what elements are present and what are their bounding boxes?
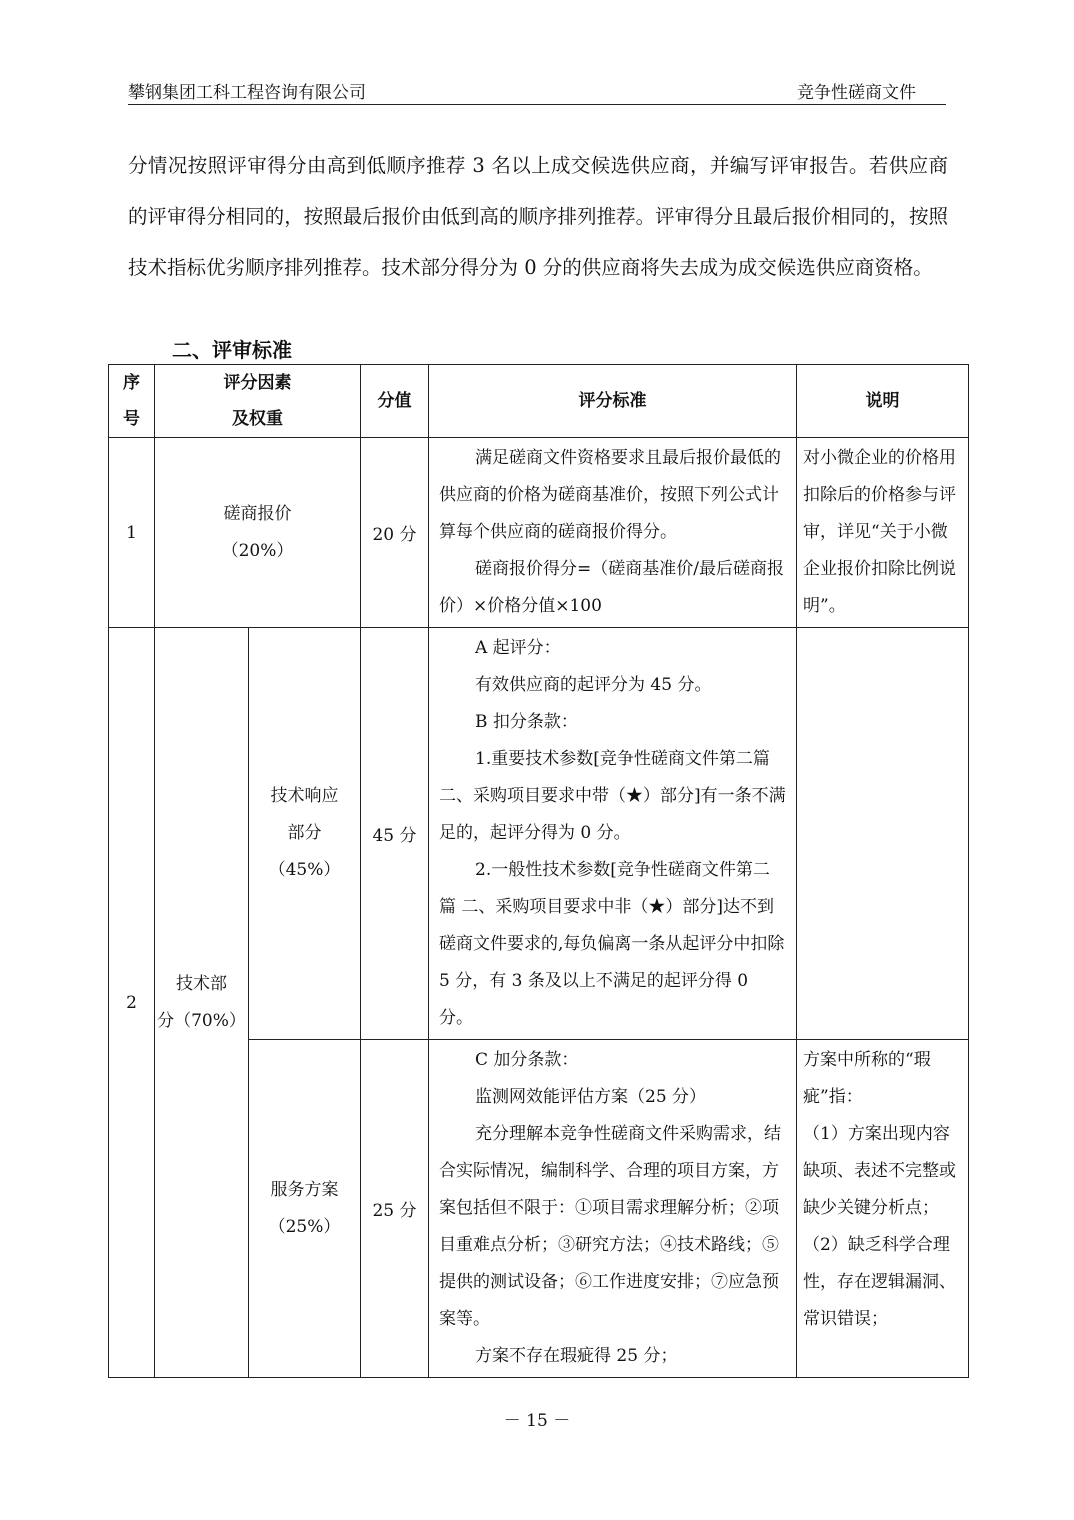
sub2-weight: （25%） (268, 1216, 341, 1237)
intro-paragraph: 分情况按照评审得分由高到低顺序推荐 3 名以上成交候选供应商，并编写评审报告。若供应商的评审得分相同的，按照最后报价由低到高的顺序排列推荐。评审得分且最后报价相同的，按照技术指标优劣顺序排列推荐。技术部分得分为 0 分的供应商将失去成为成交候选供应商资格。 (128, 154, 948, 279)
section-title: 二、评审标准 (172, 338, 292, 362)
row2-seq: 2 (109, 628, 155, 1378)
sub1-weight: （45%） (268, 860, 341, 880)
header-standard: 评分标准 (429, 365, 797, 438)
sub2-note (797, 1040, 969, 1378)
sub2-note-line: 方案中所称的“瑕疵”指： (803, 1050, 931, 1107)
sub1-name-line2: 部分 (287, 823, 322, 843)
row1-seq: 1 (109, 438, 155, 628)
sub2-note-line: （1）方案出现内容缺项、表述不完整或缺少关键分析点； (803, 1124, 956, 1218)
sub1-score: 45 分 (361, 628, 429, 1040)
row2-factor-line1: 技术部 (176, 973, 227, 994)
sub1-line: 2.一般性技术参数[竞争性磋商文件第二篇 二、采购项目要求中非（★）部分]达不到磋商文件要求的,每负偏离一条从起评分中扣除 5 分，有 3 条及以上不满足的起评分得 0 分。 (439, 860, 785, 1028)
sub2-name (249, 1040, 361, 1378)
header-seq (109, 365, 155, 438)
sub2-score: 25 分 (361, 1040, 429, 1378)
page-number: － 15 － (503, 1411, 571, 1431)
table-row-tech-response (109, 628, 969, 1040)
row1-note: 对小微企业的价格用扣除后的价格参与评审，详见“关于小微企业报价扣除比例说明”。 (797, 438, 969, 628)
sub2-line: 方案不存在瑕疵得 25 分； (475, 1346, 678, 1366)
scoring-table (108, 364, 969, 1378)
row1-factor (155, 438, 361, 628)
row1-standard-formula: 磋商报价得分=（磋商基准价/最后磋商报价）×价格分值×100 (439, 559, 784, 616)
row2-factor (155, 628, 249, 1378)
page-header (128, 74, 946, 105)
sub2-line: C 加分条款： (475, 1050, 579, 1070)
sub1-standard (429, 628, 797, 1040)
row1-factor-weight: （20%） (221, 540, 294, 561)
sub1-line: 1.重要技术参数[竞争性磋商文件第二篇 二、采购项目要求中带（★）部分]有一条不满足的，起评分得为 0 分。 (439, 749, 786, 843)
row1-standard (429, 438, 797, 628)
header-note: 说明 (797, 365, 969, 438)
header-seq-line1: 序 (123, 373, 140, 393)
sub1-name-line1: 技术响应 (270, 786, 339, 806)
sub1-line: B 扣分条款： (475, 712, 578, 732)
sub1-line: A 起评分： (475, 638, 561, 658)
sub2-name-text: 服务方案 (270, 1179, 339, 1200)
sub1-note (797, 628, 969, 1040)
header-factor-line1: 评分因素 (223, 373, 292, 393)
sub2-line: 监测网效能评估方案（25 分） (475, 1087, 707, 1107)
sub2-line: 充分理解本竞争性磋商文件采购需求，结合实际情况，编制科学、合理的项目方案，方案包括但不限于：①项目需求理解分析；②项目重难点分析；③研究方法；④技术路线；⑤提供的测试设备；⑥工作进度安排；⑦应急预案等。 (439, 1124, 781, 1329)
header-doc-type: 竞争性磋商文件 (797, 83, 916, 103)
row1-score: 20 分 (361, 438, 429, 628)
header-score: 分值 (361, 365, 429, 438)
table-row-price (109, 438, 969, 628)
sub2-standard (429, 1040, 797, 1378)
header-factor (155, 365, 361, 438)
row2-factor-line2: 分（70%） (157, 1010, 246, 1031)
sub2-note-line: （2）缺乏科学合理性，存在逻辑漏洞、常识错误； (803, 1235, 956, 1329)
table-header-row (109, 365, 969, 438)
sub1-name (249, 628, 361, 1040)
row1-standard-text1: 满足磋商文件资格要求且最后报价最低的供应商的价格为磋商基准价，按照下列公式计算每个供应商的磋商报价得分。 (439, 448, 781, 542)
header-company: 攀钢集团工科工程咨询有限公司 (128, 83, 366, 103)
sub1-line: 有效供应商的起评分为 45 分。 (475, 675, 712, 695)
row1-factor-name: 磋商报价 (223, 503, 292, 524)
header-factor-line2: 及权重 (232, 409, 283, 429)
header-seq-line2: 号 (123, 409, 140, 429)
